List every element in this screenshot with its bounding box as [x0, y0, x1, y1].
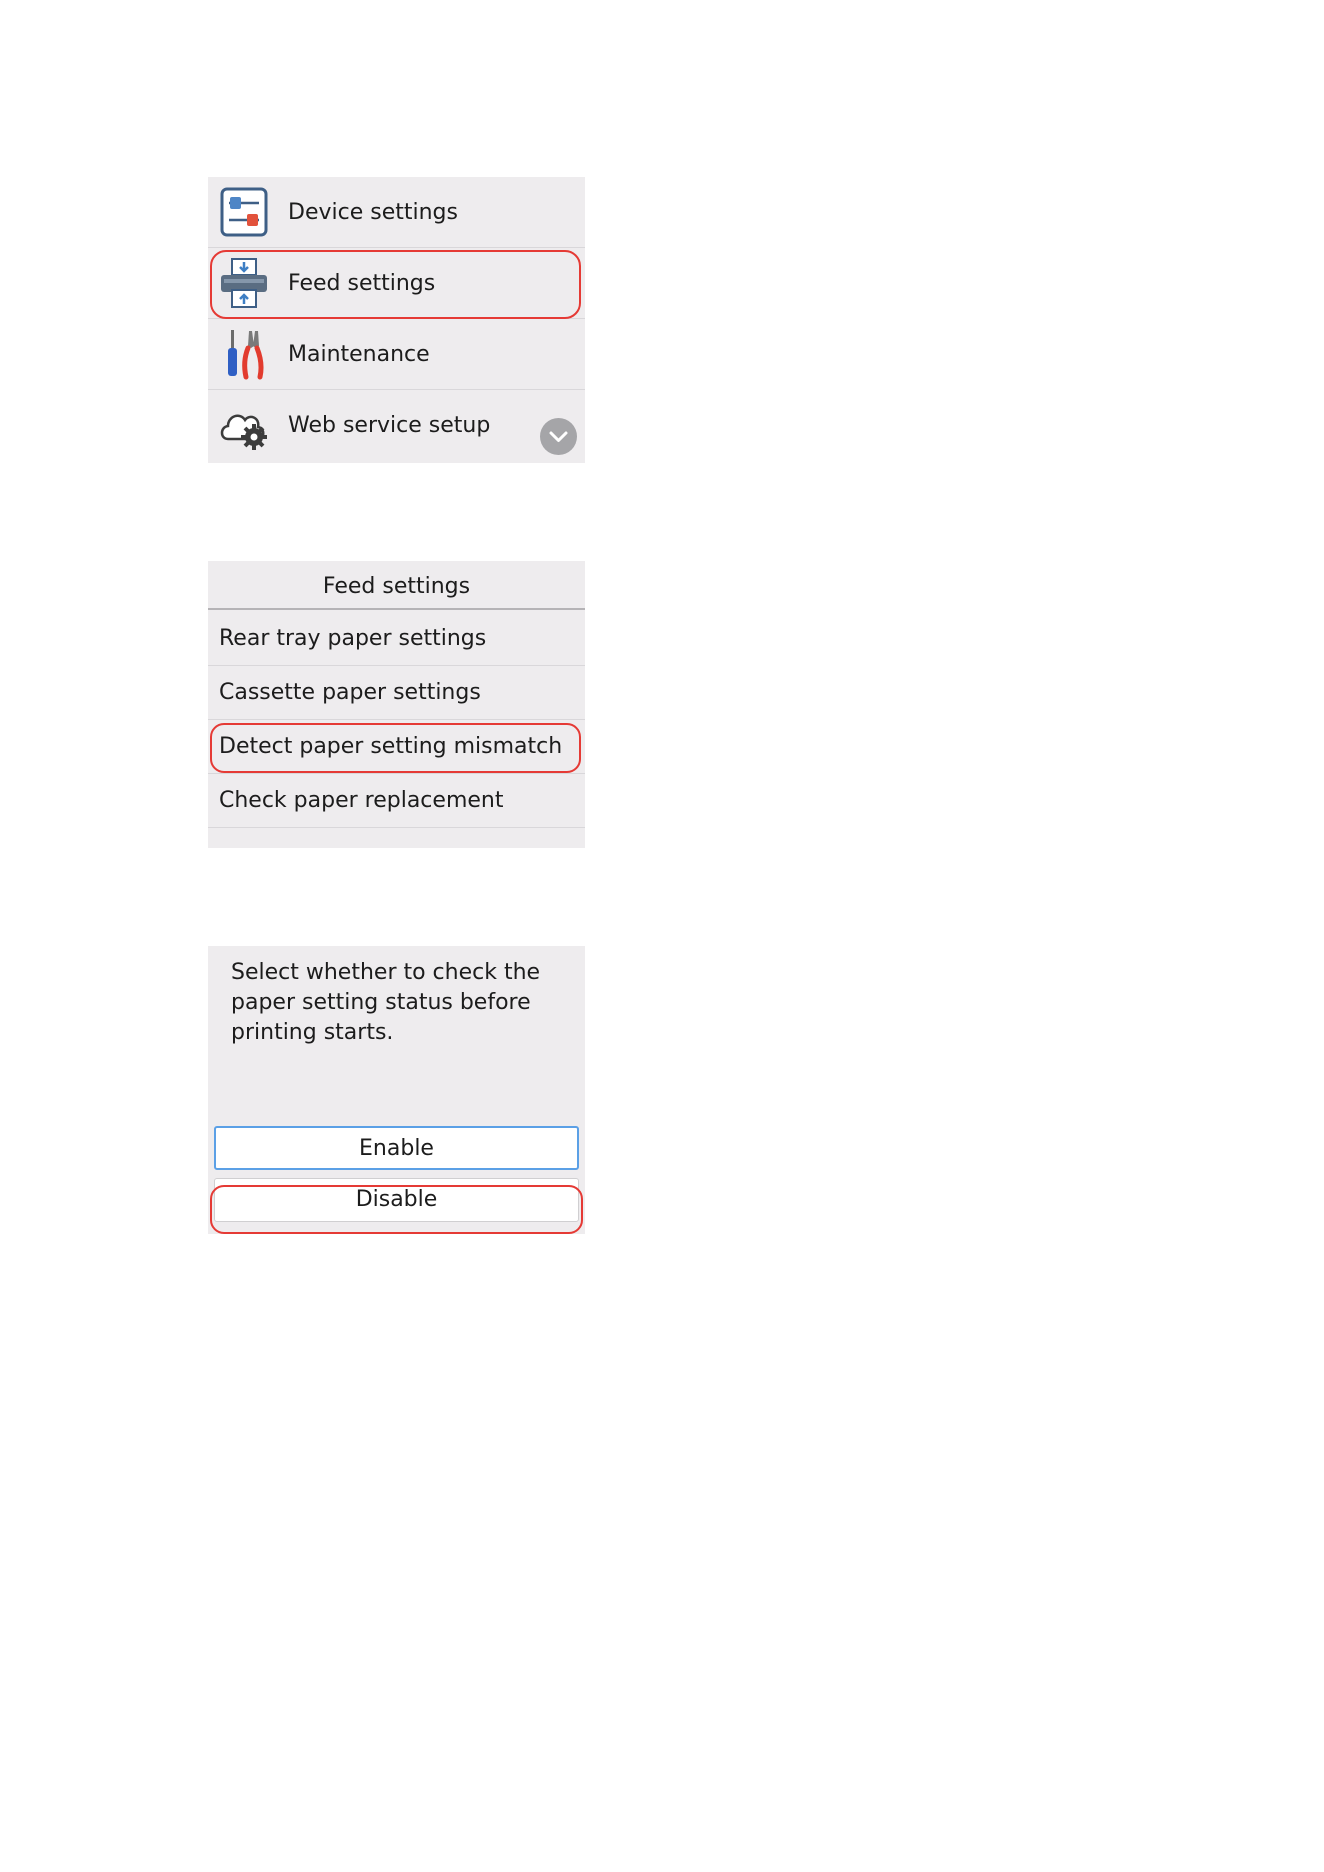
instruction-text: Select whether to check the paper setting status before printing starts. [231, 960, 541, 1045]
scroll-down-button[interactable] [540, 418, 577, 455]
menu-item-label: Device settings [288, 200, 458, 225]
menu-item-feed-settings[interactable] [208, 248, 585, 319]
list-item-label: Rear tray paper settings [219, 626, 487, 651]
menu-item-web-service-setup[interactable] [208, 390, 585, 463]
menu-item-label: Web service setup [288, 413, 491, 438]
list-item-rear-tray-paper-settings[interactable] [208, 612, 585, 666]
setup-menu-screen [208, 177, 585, 463]
cloud-gear-icon [218, 399, 270, 451]
menu-item-maintenance[interactable] [208, 319, 585, 390]
list-item-cassette-paper-settings[interactable] [208, 666, 585, 720]
list-item-label: Check paper replacement [219, 788, 504, 813]
menu-item-label: Maintenance [288, 342, 430, 367]
printer-feed-icon [218, 257, 270, 309]
list-item-label: Detect paper setting mismatch [219, 734, 563, 759]
menu-item-label: Feed settings [288, 271, 436, 296]
list-item-label: Cassette paper settings [219, 680, 481, 705]
feed-settings-screen [208, 561, 585, 848]
device-settings-icon [218, 186, 270, 238]
screen-title: Feed settings [208, 561, 585, 610]
enable-button[interactable]: Enable [214, 1126, 579, 1170]
disable-button[interactable]: Disable [214, 1178, 579, 1222]
list-item-detect-paper-setting-mismatch[interactable] [208, 720, 585, 774]
list-item-check-paper-replacement[interactable] [208, 774, 585, 828]
menu-item-device-settings[interactable] [208, 177, 585, 248]
maintenance-tools-icon [218, 328, 270, 380]
chevron-down-icon [540, 418, 577, 455]
mismatch-option-screen [208, 946, 585, 1234]
